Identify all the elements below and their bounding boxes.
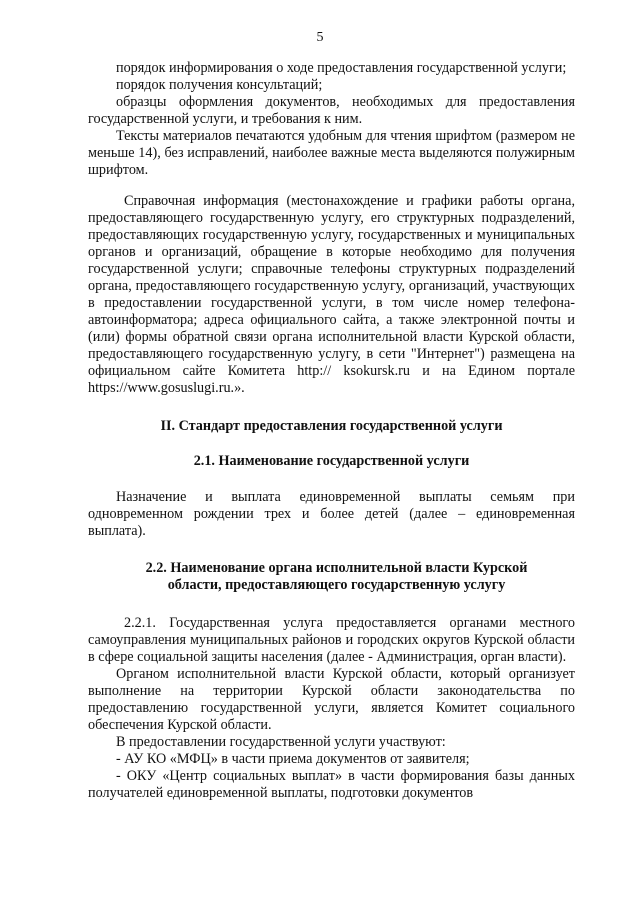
paragraph-executive-body: Органом исполнительной власти Курской области, который организует выполнение на территории Курской области законодательства по предоставлению государственной услуги, является Комитет социального обеспечения Курской области. [88,666,575,733]
list-item-mfc: - АУ КО «МФЦ» в части приема документов от заявителя; [116,751,470,767]
list-item-social-payments-center: - ОКУ «Центр социальных выплат» в части формирования базы данных получателей единовременной выплаты, подготовки документов [88,768,575,801]
page-number: 5 [316,30,324,45]
subsection-heading-2-1: 2.1. Наименование государственной услуги [193,453,470,469]
paragraph-font-requirements: Тексты материалов печатаются удобным для чтения шрифтом (размером не меньше 14), без исправлений, наиболее важные места выделяются полужирным шрифтом. [88,128,575,178]
subsection-heading-2-2: 2.2. Наименование органа исполнительной власти Курской области, предоставляющего государственную услугу [145,560,528,593]
paragraph-consultation-order: порядок получения консультаций; [116,77,323,93]
paragraph-service-name: Назначение и выплата единовременной выплаты семьям при одновременном рождении трех и более детей (далее – единовременная выплата). [88,489,575,539]
section-heading: II. Стандарт предоставления государственной услуги [160,418,503,434]
paragraph-participants: В предоставлении государственной услуги участвуют: [116,734,446,750]
page-content [88,60,575,802]
paragraph-reference-info: Справочная информация (местонахождение и графики работы органа, предоставляющего государственную услугу, его структурных подразделений, предоставляющих государственную услугу, государственных и муниципальных органов и организаций, обращение в которые необходимо для получения государственной услуги; справочные телефоны структурных подразделений органа, предоставляющего государственную услугу, организаций, участвующих в предоставлении государственной услуги, в том числе номер телефона-автоинформатора; адреса официального сайта, а также электронной почты и (или) формы обратной связи органа исполнительной власти Курской области, предоставляющего государственную услугу, в сети "Интернет") размещена на официальном сайте Комитета http:// ksokursk.ru и на Едином портале https://www.gosuslugi.ru.». [88,193,575,396]
paragraph-info-order: порядок информирования о ходе предоставления государственной услуги; [116,60,567,76]
paragraph-document-samples: образцы оформления документов, необходимых для предоставления государственной услуги, и требования к ним. [88,94,575,127]
paragraph-2-2-1: 2.2.1. Государственная услуга предоставляется органами местного самоуправления муниципальных районов и городских округов Курской области в сфере социальной защиты населения (далее - Администрация, орган власти). [88,615,575,665]
